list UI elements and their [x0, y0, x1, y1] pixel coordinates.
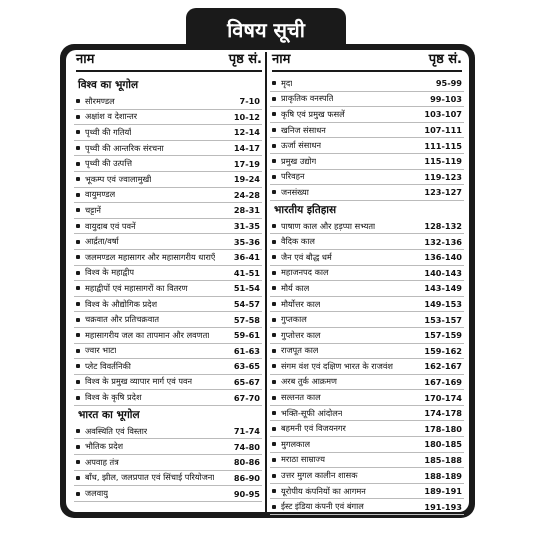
- toc-entry-label: [272, 140, 321, 151]
- toc-entry-text: पृथ्वी की आन्तरिक संरचना: [85, 142, 164, 153]
- toc-entry-pages: 191-193: [424, 501, 462, 512]
- toc-entry-label: [272, 439, 310, 450]
- toc-entry: [74, 424, 262, 440]
- bullet-icon: [272, 411, 276, 415]
- bullet-icon: [76, 492, 80, 496]
- toc-entry: [270, 297, 464, 313]
- bullet-icon: [272, 144, 276, 148]
- header-name-label: नाम: [272, 52, 291, 67]
- bullet-icon: [272, 112, 276, 116]
- toc-entry-label: [272, 187, 309, 198]
- bullet-icon: [76, 146, 80, 150]
- bullet-icon: [76, 476, 80, 480]
- bullet-icon: [272, 175, 276, 179]
- toc-entry-label: [76, 189, 115, 200]
- toc-entry-pages: 180-185: [424, 439, 462, 450]
- toc-entry: [270, 421, 464, 437]
- bullet-icon: [76, 177, 80, 181]
- bullet-icon: [76, 193, 80, 197]
- toc-entry-pages: 10-12: [233, 111, 260, 122]
- toc-entry: [74, 471, 262, 487]
- toc-entry-label: [272, 93, 333, 104]
- toc-entry: [270, 499, 464, 515]
- toc-entry-pages: 24-28: [233, 189, 260, 200]
- toc-entry-label: [76, 221, 136, 232]
- toc-entry-label: [272, 392, 321, 403]
- bullet-icon: [272, 364, 276, 368]
- toc-entry-text: प्लेट विवर्तनिकी: [85, 360, 131, 371]
- toc-entry-text: विश्व के औद्योगिक प्रदेश: [85, 298, 158, 309]
- toc-entry-label: [76, 127, 131, 138]
- toc-entry-label: [272, 267, 329, 278]
- toc-entry-text: अवस्थिति एवं विस्तार: [85, 425, 148, 436]
- toc-entry: [270, 468, 464, 484]
- bullet-icon: [76, 208, 80, 212]
- toc-entry-text: परिवहन: [281, 171, 305, 182]
- bullet-icon: [272, 81, 276, 85]
- bullet-icon: [272, 505, 276, 509]
- toc-entry-pages: 162-167: [424, 361, 462, 372]
- toc-entry-label: [272, 314, 307, 325]
- bullet-icon: [272, 271, 276, 275]
- toc-entry: [270, 437, 464, 453]
- toc-entry-pages: 140-143: [424, 267, 462, 278]
- toc-entry-label: [76, 267, 134, 278]
- toc-entry: [74, 312, 262, 328]
- bullet-icon: [76, 460, 80, 464]
- toc-entry-text: संगम वंश एवं दक्षिण भारत के राजवंश: [281, 360, 393, 371]
- toc-entry: [74, 486, 262, 502]
- toc-entry: [270, 344, 464, 360]
- toc-entry-pages: 31-35: [233, 221, 260, 232]
- toc-entry-text: सौरमण्डल: [85, 95, 115, 106]
- toc-entry-text: चट्टानें: [85, 204, 101, 215]
- toc-entry-text: भौतिक प्रदेश: [85, 441, 124, 452]
- bullet-icon: [76, 240, 80, 244]
- toc-entry-text: गुप्तकाल: [281, 314, 307, 325]
- toc-entry-text: वायुदाब एवं पवनें: [85, 220, 136, 231]
- toc-entry-text: विश्व के प्रमुख व्यापार मार्ग एवं पवन: [85, 376, 193, 387]
- toc-entry-text: राजपूत काल: [281, 345, 319, 356]
- header-name-label: नाम: [76, 52, 95, 67]
- toc-entry-label: [76, 174, 151, 185]
- bullet-icon: [76, 99, 80, 103]
- toc-entry-pages: 80-86: [233, 457, 260, 468]
- bullet-icon: [272, 427, 276, 431]
- toc-entry: [74, 110, 262, 126]
- bullet-icon: [272, 458, 276, 462]
- toc-entry: [270, 312, 464, 328]
- toc-entry-text: विश्व के महाद्वीप: [85, 267, 135, 278]
- toc-entry-pages: 167-169: [424, 376, 462, 387]
- bullet-icon: [272, 396, 276, 400]
- toc-entry-pages: 132-136: [424, 236, 462, 247]
- toc-entry: [270, 92, 464, 108]
- bullet-icon: [76, 364, 80, 368]
- toc-entry-label: [76, 330, 209, 341]
- toc-entry-text: भूकम्प एवं ज्वालामुखी: [85, 173, 152, 184]
- toc-entry-label: [272, 221, 375, 232]
- bullet-icon: [76, 333, 80, 337]
- toc-entry-text: कृषि एवं प्रमुख फसलें: [281, 108, 345, 119]
- toc-entry-pages: 61-63: [233, 345, 260, 356]
- toc-entry-text: प्राकृतिक वनस्पति: [281, 93, 334, 104]
- toc-entry-pages: 71-74: [233, 426, 260, 437]
- bullet-icon: [272, 333, 276, 337]
- bullet-icon: [272, 190, 276, 194]
- toc-entry: [270, 359, 464, 375]
- toc-entry-pages: 54-57: [233, 299, 260, 310]
- column-divider: [265, 52, 267, 512]
- toc-entry-label: [272, 171, 305, 182]
- toc-entry-label: [272, 109, 345, 120]
- toc-entry-pages: 28-31: [233, 205, 260, 216]
- toc-entry-pages: 86-90: [233, 472, 260, 483]
- section-heading: विश्व का भूगोल: [78, 79, 139, 91]
- toc-entry-pages: 35-36: [233, 236, 260, 247]
- toc-entry-text: विश्व के कृषि प्रदेश: [85, 392, 142, 403]
- toc-entry-label: [272, 376, 337, 387]
- toc-entry: [270, 375, 464, 391]
- bullet-icon: [272, 302, 276, 306]
- toc-entry-text: अरब तुर्क आक्रमण: [281, 376, 337, 387]
- toc-entry-pages: 36-41: [233, 252, 260, 263]
- toc-entry: [270, 266, 464, 282]
- toc-entry-label: [76, 299, 157, 310]
- toc-entry-text: महाद्वीपों एवं महासागरों का वितरण: [85, 282, 188, 293]
- toc-column-right: [270, 76, 464, 515]
- bullet-icon: [76, 349, 80, 353]
- toc-entry-pages: 19-24: [233, 174, 260, 185]
- toc-entry-pages: 41-51: [233, 267, 260, 278]
- toc-entry-label: [272, 125, 326, 136]
- toc-entry-label: [76, 205, 101, 216]
- toc-entry-pages: 174-178: [424, 408, 462, 419]
- bullet-icon: [76, 286, 80, 290]
- header-right: [272, 46, 462, 72]
- toc-entry-label: [272, 156, 316, 167]
- toc-entry-text: आर्द्रता/वर्षा: [85, 236, 119, 247]
- toc-entry-pages: 74-80: [233, 441, 260, 452]
- toc-entry-pages: 67-70: [233, 392, 260, 403]
- toc-entry-label: [76, 314, 159, 325]
- toc-entry-text: भक्ति-सूफी आंदोलन: [281, 407, 343, 418]
- toc-entry-text: मराठा साम्राज्य: [281, 454, 325, 465]
- toc-entry-text: चक्रवात और प्रतिचक्रवात: [85, 314, 160, 325]
- page-title: विषय सूची: [186, 8, 346, 50]
- toc-column-left: [74, 76, 262, 502]
- toc-entry: [74, 344, 262, 360]
- toc-entry: [74, 375, 262, 391]
- toc-entry-label: [76, 488, 108, 499]
- toc-entry-pages: 188-189: [424, 470, 462, 481]
- toc-entry: [270, 219, 464, 235]
- toc-entry: [270, 390, 464, 406]
- toc-entry-pages: 12-14: [233, 127, 260, 138]
- toc-entry: [270, 453, 464, 469]
- toc-entry: [74, 390, 262, 406]
- toc-entry-text: बहमनी एवं विजयनगर: [281, 423, 346, 434]
- toc-entry-pages: 123-127: [424, 187, 462, 198]
- toc-entry-text: सल्तनत काल: [281, 392, 321, 403]
- toc-entry-text: यूरोपीय कंपनियों का आगमन: [281, 485, 366, 496]
- toc-entry: [74, 281, 262, 297]
- toc-entry-label: [272, 78, 292, 89]
- toc-entry-text: जनसंख्या: [281, 186, 309, 197]
- toc-entry-label: [76, 361, 131, 372]
- toc-entry-text: पृथ्वी की उत्पत्ति: [85, 158, 132, 169]
- bullet-icon: [272, 128, 276, 132]
- toc-entry: [270, 170, 464, 186]
- bullet-icon: [76, 380, 80, 384]
- toc-entry-label: [76, 472, 214, 483]
- toc-entry-text: गुप्तोत्तर काल: [281, 329, 321, 340]
- bullet-icon: [272, 442, 276, 446]
- toc-entry-text: जलमण्डल महासागर और महासागरीय धाराएँ: [85, 251, 216, 262]
- toc-entry-label: [76, 96, 115, 107]
- toc-entry-text: मुगलकाल: [281, 438, 311, 449]
- toc-entry: [74, 250, 262, 266]
- toc-entry: [74, 297, 262, 313]
- toc-entry-pages: 63-65: [233, 361, 260, 372]
- bullet-icon: [76, 302, 80, 306]
- toc-entry: [74, 141, 262, 157]
- toc-entry: [74, 439, 262, 455]
- toc-entry-pages: 189-191: [424, 486, 462, 497]
- toc-entry-label: [272, 345, 318, 356]
- toc-entry-text: मृदा: [281, 77, 293, 88]
- bullet-icon: [76, 318, 80, 322]
- toc-entry: [74, 172, 262, 188]
- header-left: [76, 46, 262, 72]
- toc-entry: [74, 219, 262, 235]
- bullet-icon: [272, 240, 276, 244]
- toc-entry-label: [76, 376, 192, 387]
- bullet-icon: [76, 445, 80, 449]
- toc-entry: [270, 250, 464, 266]
- toc-entry: [74, 203, 262, 219]
- toc-entry-label: [76, 143, 164, 154]
- toc-entry-text: पृथ्वी की गतियाँ: [85, 126, 132, 137]
- bullet-icon: [272, 474, 276, 478]
- toc-entry-pages: 159-162: [424, 345, 462, 356]
- toc-entry-pages: 157-159: [424, 330, 462, 341]
- toc-entry-label: [76, 283, 188, 294]
- bullet-icon: [272, 255, 276, 259]
- toc-entry: [74, 328, 262, 344]
- bullet-icon: [272, 97, 276, 101]
- toc-entry: [270, 154, 464, 170]
- toc-entry-text: अपवाह तंत्र: [85, 456, 119, 467]
- toc-entry-text: मौर्य काल: [281, 282, 310, 293]
- toc-entry-pages: 17-19: [233, 158, 260, 169]
- toc-entry-label: [272, 252, 332, 263]
- toc-entry-pages: 149-153: [424, 299, 462, 310]
- toc-entry-pages: 90-95: [233, 488, 260, 499]
- toc-entry-pages: 111-115: [424, 140, 462, 151]
- toc-entry-text: जैन एवं बौद्ध धर्म: [281, 251, 332, 262]
- toc-entry-text: प्रमुख उद्योग: [281, 155, 317, 166]
- toc-entry: [270, 107, 464, 123]
- section-heading: भारतीय इतिहास: [274, 203, 337, 216]
- toc-entry-pages: 136-140: [424, 252, 462, 263]
- toc-entry-pages: 14-17: [233, 143, 260, 154]
- bullet-icon: [76, 115, 80, 119]
- toc-entry-text: मौर्योत्तर काल: [281, 298, 321, 309]
- toc-entry: [270, 281, 464, 297]
- toc-entry-label: [76, 441, 123, 452]
- toc-entry-label: [76, 426, 147, 437]
- toc-entry: [74, 266, 262, 282]
- toc-entry-label: [272, 470, 358, 481]
- toc-entry-pages: 115-119: [424, 156, 462, 167]
- toc-entry-label: [272, 486, 366, 497]
- toc-entry-pages: 178-180: [424, 423, 462, 434]
- toc-entry-text: वायुमण्डल: [85, 189, 116, 200]
- bullet-icon: [272, 380, 276, 384]
- bullet-icon: [76, 271, 80, 275]
- toc-entry-label: [76, 111, 137, 122]
- toc-entry-pages: 7-10: [239, 96, 260, 107]
- toc-entry-pages: 59-61: [233, 330, 260, 341]
- toc-entry-pages: 107-111: [424, 125, 462, 136]
- bullet-icon: [272, 489, 276, 493]
- toc-entry-pages: 128-132: [424, 221, 462, 232]
- bullet-icon: [272, 318, 276, 322]
- header-page-label: पृष्ठ सं.: [228, 52, 262, 67]
- toc-entry: [270, 234, 464, 250]
- toc-entry: [74, 359, 262, 375]
- toc-entry-text: महासागरीय जल का तापमान और लवणता: [85, 329, 210, 340]
- toc-entry-pages: 119-123: [424, 171, 462, 182]
- toc-entry: [270, 76, 464, 92]
- toc-entry-label: [76, 236, 119, 247]
- toc-entry: [74, 125, 262, 141]
- toc-entry: [74, 156, 262, 172]
- bullet-icon: [272, 349, 276, 353]
- bullet-icon: [76, 130, 80, 134]
- toc-entry-text: ईस्ट इंडिया कंपनी एवं बंगाल: [281, 501, 364, 512]
- toc-entry-text: महाजनपद काल: [281, 267, 329, 278]
- toc-entry: [270, 123, 464, 139]
- toc-entry-text: जलवायु: [85, 488, 109, 499]
- toc-entry: [74, 94, 262, 110]
- toc-entry-label: [272, 330, 321, 341]
- toc-entry-pages: 185-188: [424, 454, 462, 465]
- toc-entry-label: [76, 345, 116, 356]
- toc-entry-text: अक्षांश व देशान्तर: [85, 111, 138, 122]
- toc-entry-label: [272, 501, 364, 512]
- header-page-label: पृष्ठ सं.: [428, 52, 462, 67]
- toc-entry-label: [76, 457, 119, 468]
- toc-entry-label: [272, 361, 393, 372]
- toc-entry-label: [272, 299, 320, 310]
- bullet-icon: [76, 255, 80, 259]
- toc-entry-text: ऊर्जा संसाधन: [281, 140, 321, 151]
- bullet-icon: [272, 159, 276, 163]
- toc-entry: [74, 455, 262, 471]
- toc-entry: [270, 484, 464, 500]
- section-heading: भारत का भूगोल: [78, 408, 140, 421]
- toc-entry-pages: 143-149: [424, 283, 462, 294]
- toc-entry-pages: 170-174: [424, 392, 462, 403]
- toc-entry-text: बाँध, झील, जलप्रपात एवं सिंचाई परियोजना: [85, 472, 215, 483]
- toc-entry-pages: 65-67: [233, 376, 260, 387]
- toc-entry-label: [76, 392, 142, 403]
- toc-entry-label: [272, 236, 315, 247]
- toc-entry-pages: 57-58: [233, 314, 260, 325]
- toc-entry-pages: 99-103: [430, 93, 462, 104]
- bullet-icon: [76, 429, 80, 433]
- bullet-icon: [76, 224, 80, 228]
- toc-entry-text: वैदिक काल: [281, 236, 315, 247]
- toc-entry: [270, 328, 464, 344]
- toc-entry: [270, 138, 464, 154]
- toc-entry-label: [272, 408, 342, 419]
- toc-entry-text: उत्तर मुगल कालीन शासक: [281, 470, 358, 481]
- toc-entry-pages: 95-99: [435, 78, 462, 89]
- toc-entry: [270, 185, 464, 201]
- toc-entry-pages: 153-157: [424, 314, 462, 325]
- bullet-icon: [76, 162, 80, 166]
- toc-entry-pages: 103-107: [424, 109, 462, 120]
- bullet-icon: [76, 396, 80, 400]
- toc-entry-label: [272, 454, 325, 465]
- bullet-icon: [272, 224, 276, 228]
- toc-entry-text: खनिज संसाधन: [281, 124, 326, 135]
- toc-entry-label: [76, 158, 132, 169]
- toc-entry: [74, 234, 262, 250]
- toc-entry-label: [76, 252, 215, 263]
- toc-entry-text: पाषाण काल और हड़प्पा सभ्यता: [281, 220, 376, 231]
- toc-entry-text: ज्वार भाटा: [85, 345, 117, 356]
- toc-entry-label: [272, 423, 346, 434]
- toc-entry-pages: 51-54: [233, 283, 260, 294]
- toc-entry: [270, 406, 464, 422]
- toc-entry-label: [272, 283, 309, 294]
- toc-entry: [74, 188, 262, 204]
- bullet-icon: [272, 286, 276, 290]
